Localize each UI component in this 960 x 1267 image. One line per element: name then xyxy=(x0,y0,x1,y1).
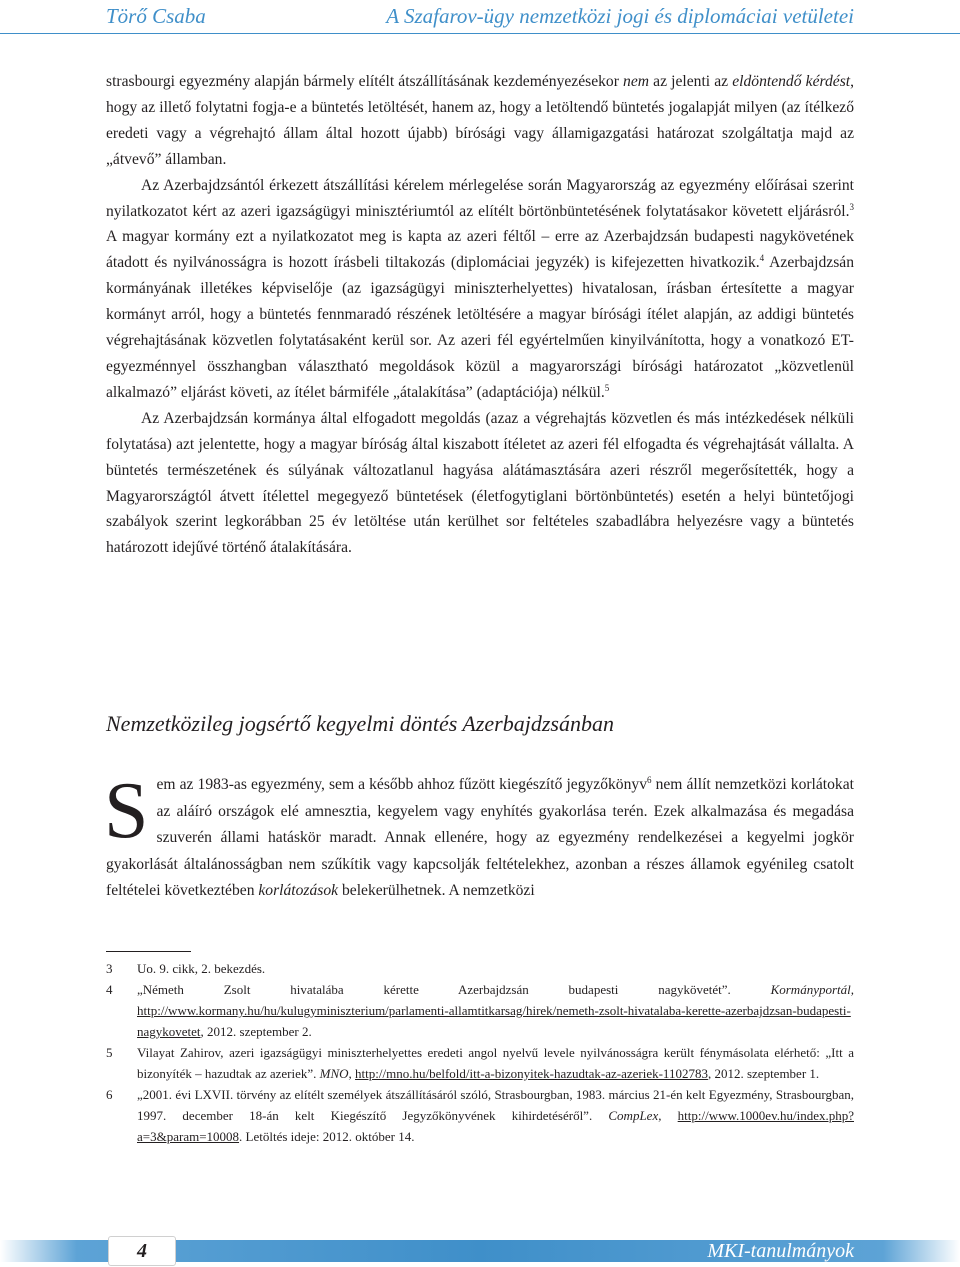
drop-cap: S xyxy=(104,767,149,855)
header-author: Törő Csaba xyxy=(106,4,206,28)
footnote-3: 3 Uo. 9. cikk, 2. bekezdés. xyxy=(106,958,854,979)
footnote-4: 4 „Németh Zsolt hivatalába kérette Azerbajdzsán budapesti nagykövetét”. Kormányportál, http://www.kormany.hu/hu/kulugyminiszterium/parlamenti-allamtitkarsag/hirek/nemeth-zsolt-hivatalaba-kerette-azerbajdzsan-budapesti-nagykovetet, 2012. szeptember 2. xyxy=(106,979,854,1042)
header-title: A Szafarov-ügy nemzetközi jogi és diplomáciai vetületei xyxy=(386,4,854,28)
header-rule xyxy=(0,33,960,34)
main-body xyxy=(106,69,854,561)
page-number: 4 xyxy=(108,1236,176,1266)
footnote-number: 6 xyxy=(106,1087,113,1102)
footnote-number: 3 xyxy=(106,961,113,976)
footnote-link[interactable]: http://www.1000ev.hu/index.php?a=3&param=10008 xyxy=(137,1108,854,1144)
section-heading: Nemzetközileg jogsértő kegyelmi döntés Azerbajdzsánban xyxy=(106,711,614,736)
emphasis-korlatozasok: korlátozások xyxy=(258,882,339,899)
footnote-link[interactable]: http://mno.hu/belfold/itt-a-bizonyitek-hazudtak-az-azeriek-1102783 xyxy=(355,1066,708,1081)
footnote-number: 4 xyxy=(106,982,113,997)
emphasis-nem: nem xyxy=(623,73,650,90)
footnotes xyxy=(106,958,854,1147)
footnote-ref-4[interactable]: 4 xyxy=(759,253,765,264)
paragraph-2: Az Azerbajdzsántól érkezett átszállítási kérelem mérlegelése során Magyarország az egyezmény előírásai szerint nyilatkozatot kért az azeri igazságügyi minisztériumtól az elítélt börtönbüntetésének folytatásakor követett eljárásról.$^3$ A magyar kormány ezt a nyilatkozatot meg is kapta az azeri féltől – erre az Azerbajdzsán budapesti nagykövetének átadott és nyilvánosságra is hozott írásbeli tiltakozás (diplomáciai jegyzék) is kifejezetten hivatkozik.$^4$ Azerbajdzsán kormányának illetékes képviselője (az igazságügyi miniszterhelyettes) hivatalosan, írásban értesítette a magyar kormányt arról, hogy a büntetés fennmaradó részének letöltésére a magyar bírósági ítélet alapján, az addigi büntetés végrehajtásának közvetlen folytatásaként kerül sor. Az azeri fél egyértelműen kinyilvánította, hogy a vonatkozó ET-egyezménnyel összhangban választható megoldások közül a magyarországi bírósági határozatot „közvetlenül alkalmazó” eljárást követi, az ítélet bármiféle „átalakítása” (adaptációja) nélkül.$^5$ xyxy=(106,176,854,401)
footnote-6: 6 „2001. évi LXVII. törvény az elítélt személyek átszállításáról szóló, Strasbourgban, 1983. március 21-én kelt Egyezmény, Strasbourgban, 1997. december 18-án kelt Kiegészítő Jegyzőkönyvének kihirdetéséről”. CompLex, http://www.1000ev.hu/index.php?a=3&param=10008. Letöltés ideje: 2012. október 14. xyxy=(106,1084,854,1147)
footnote-number: 5 xyxy=(106,1045,113,1060)
footnote-ref-6[interactable]: 6 xyxy=(647,775,652,785)
footnote-source: MNO, xyxy=(319,1066,352,1081)
running-header xyxy=(106,4,854,32)
footnote-source: CompLex, xyxy=(608,1108,662,1123)
footnote-link[interactable]: http://www.kormany.hu/hu/kulugyminiszterium/parlamenti-allamtitkarsag/hirek/nemeth-zsolt-hivatalaba-kerette-azerbajdzsan-budapesti-nagykovetet xyxy=(137,1003,851,1039)
emphasis-eldontendo-kerdes: eldöntendő kérdést xyxy=(732,73,851,90)
footnote-5: 5 Vilayat Zahirov, azeri igazságügyi miniszterhelyettes eredeti angol nyelvű levele nyilvánosságra került fénymásolata elérhető: „Itt a bizonyíték – hazudtak az azeriek”. MNO, http://mno.hu/belfold/itt-a-bizonyitek-hazudtak-az-azeriek-1102783, 2012. szeptember 1. xyxy=(106,1042,854,1084)
journal-name: MKI-tanulmányok xyxy=(707,1240,854,1262)
paragraph-1: strasbourgi egyezmény alapján bármely elítélt átszállításának kezdeményezésekor nem az jelenti az eldöntendő kérdést, hogy az illető folytatni fogja-e a büntetés letöltését, hanem az, hogy a letöltendő büntetés jogalapját milyen (az ítélkező eredeti vagy a végrehajtó állam által hozott újabb) bírósági vagy államigazgatási határozat szolgáltatja majd az „átvevő” államban. xyxy=(106,73,855,168)
paragraph-3: Az Azerbajdzsán kormánya által elfogadott megoldás (azaz a végrehajtás közvetlen és más intézkedések nélküli folytatása) azt jelentette, hogy a magyar bíróság által kiszabott ítéletet az azeri fél elfogadta és végrehajtását vállalta. A büntetés természetének és súlyának változatlanul hagyása alátámasztására azeri részről megerősítették, hogy a Magyarországtól átvett ítélettel megegyező büntetések (életfogytiglani börtönbüntetés) esetén a helyi büntetőjogi szabályok szerint legkorábban 25 év letöltése után kerülhet sor feltételes szabadlábra helyezésre vagy a büntetés határozott idejűvé történő átalakítására. xyxy=(106,409,854,557)
section-paragraph: Sem az 1983-as egyezmény, sem a később ahhoz fűzött kiegészítő jegyzőkönyv$^6$ nem állít nemzetközi korlátokat az aláíró országok elé amnesztia, kegyelem vagy enyhítés gyakorlása terén. Ezek alkalmazása és megadása szuverén állami hatáskör maradt. Annak ellenére, hogy az egyezmény rendelkezései a kegyelmi jogkör gyakorlását általánosságban nem szűkítik vagy kapcsolják feltételekhez, azonban a részes államok egyénileg csatolt feltételei következtében korlátozások belekerülhetnek. A nemzetközi xyxy=(104,767,854,899)
footnote-ref-3[interactable]: 3 xyxy=(849,201,854,212)
footnote-ref-5[interactable]: 5 xyxy=(604,382,610,393)
footnote-rule xyxy=(106,951,191,952)
footnote-source: Kormányportál, xyxy=(770,982,854,997)
